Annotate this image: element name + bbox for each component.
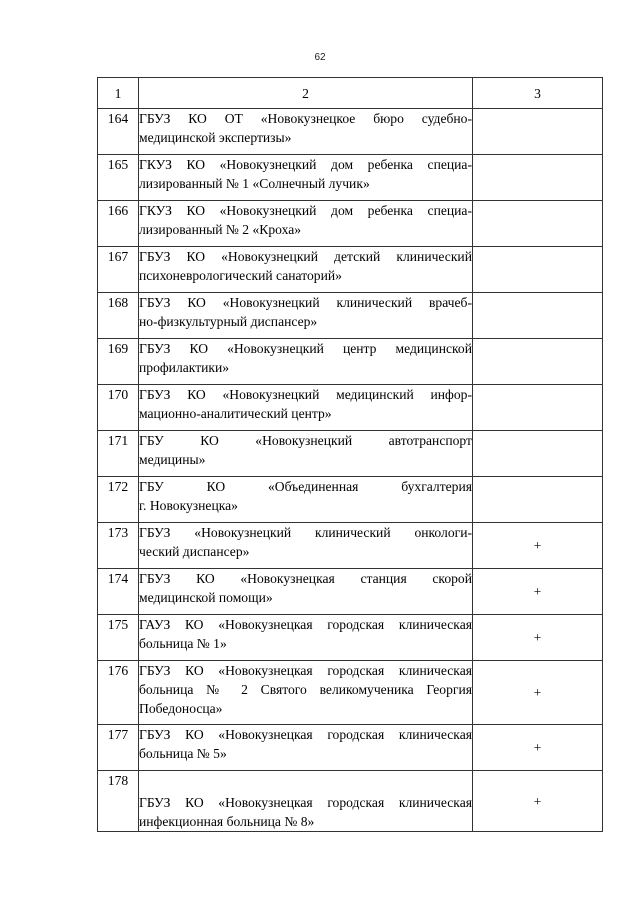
- row-number: 167: [98, 247, 139, 293]
- institution-name: [139, 155, 473, 201]
- institution-name-line: ГБУЗ КО ОТ «Новокузнецкое бюро судебно-: [139, 111, 472, 126]
- row-number: 174: [98, 569, 139, 615]
- institution-name-line: психоневрологический санаторий»: [139, 268, 342, 283]
- row-number: 165: [98, 155, 139, 201]
- page-number: 62: [314, 52, 326, 63]
- row-number: 171: [98, 431, 139, 477]
- institution-name-line: медицины»: [139, 452, 206, 467]
- row-number: 168: [98, 293, 139, 339]
- row-number: 164: [98, 109, 139, 155]
- mark-cell: [473, 385, 603, 431]
- table-row: [98, 661, 603, 725]
- institution-name-line: ГБУЗ КО «Новокузнецкая городская клиническая: [139, 663, 472, 678]
- institution-name-line: ГБУЗ КО «Новокузнецкая городская клиническая: [139, 795, 472, 810]
- institution-name-line: ческий диспансер»: [139, 544, 250, 559]
- institution-name-line: ГБУЗ КО «Новокузнецкий медицинский инфор-: [139, 387, 472, 402]
- column-header-mark: 3: [473, 78, 603, 109]
- table-row: [98, 771, 603, 832]
- institution-name: [139, 247, 473, 293]
- mark-cell: [473, 339, 603, 385]
- institution-name-line: ГКУЗ КО «Новокузнецкий дом ребенка специа-: [139, 157, 472, 172]
- row-number: 172: [98, 477, 139, 523]
- table-row: [98, 247, 603, 293]
- institution-name-line: ГБУЗ «Новокузнецкий клинический онкологи-: [139, 525, 472, 540]
- institution-name: [139, 523, 473, 569]
- mark-cell: [473, 155, 603, 201]
- column-header-name: 2: [139, 78, 473, 109]
- institution-name: [139, 771, 473, 832]
- row-number: 169: [98, 339, 139, 385]
- institutions-table: [97, 77, 603, 832]
- mark-cell: +: [473, 569, 603, 615]
- row-number: 176: [98, 661, 139, 725]
- institution-name-line: ГБУЗ КО «Новокузнецкий центр медицинской: [139, 341, 472, 356]
- row-number: 170: [98, 385, 139, 431]
- mark-cell: [473, 109, 603, 155]
- institution-name-line: профилактики»: [139, 360, 230, 375]
- mark-cell: [473, 201, 603, 247]
- table-row: [98, 201, 603, 247]
- institution-name-line: лизированный № 2 «Кроха»: [139, 222, 302, 237]
- mark-cell: +: [473, 771, 603, 832]
- institution-name-line: медицинской экспертизы»: [139, 130, 292, 145]
- institution-name-line: ГБУ КО «Объединенная бухгалтерия: [139, 479, 472, 494]
- table-row: [98, 339, 603, 385]
- institution-name-line: больница № 1»: [139, 636, 227, 651]
- row-number: 173: [98, 523, 139, 569]
- institution-name-line: больница № 5»: [139, 746, 227, 761]
- column-header-number: 1: [98, 78, 139, 109]
- table-row: [98, 109, 603, 155]
- table-row: [98, 385, 603, 431]
- institution-name-line: г. Новокузнецка»: [139, 498, 238, 513]
- institution-name-line: ГАУЗ КО «Новокузнецкая городская клиническая: [139, 617, 472, 632]
- mark-cell: [473, 477, 603, 523]
- institution-name-line: Победоносца»: [139, 701, 223, 716]
- institution-name-line: инфекционная больница № 8»: [139, 814, 315, 829]
- institution-name: [139, 201, 473, 247]
- institution-name: [139, 109, 473, 155]
- mark-cell: +: [473, 661, 603, 725]
- institution-name-line: мационно-аналитический центр»: [139, 406, 332, 421]
- table-row: [98, 155, 603, 201]
- institution-name-line: но-физкультурный диспансер»: [139, 314, 318, 329]
- institution-name-line: медицинской помощи»: [139, 590, 273, 605]
- institution-name-line: ГБУЗ КО «Новокузнецкий детский клинический: [139, 249, 472, 264]
- institution-name-line: ГКУЗ КО «Новокузнецкий дом ребенка специа-: [139, 203, 472, 218]
- institution-name-line: ГБУЗ КО «Новокузнецкая станция скорой: [139, 571, 472, 586]
- institution-name-line: лизированный № 1 «Солнечный лучик»: [139, 176, 370, 191]
- mark-cell: [473, 293, 603, 339]
- mark-cell: +: [473, 523, 603, 569]
- mark-cell: +: [473, 725, 603, 771]
- mark-cell: +: [473, 615, 603, 661]
- row-number: 175: [98, 615, 139, 661]
- mark-cell: [473, 247, 603, 293]
- row-number: 166: [98, 201, 139, 247]
- row-number: 178: [98, 771, 139, 832]
- institution-name: [139, 725, 473, 771]
- institution-name: [139, 661, 473, 725]
- institution-name-line: ГБУ КО «Новокузнецкий автотранспорт: [139, 433, 472, 448]
- table-row: [98, 725, 603, 771]
- institution-name: [139, 431, 473, 477]
- institution-name-line: ГБУЗ КО «Новокузнецкий клинический врачеб-: [139, 295, 472, 310]
- table-row: [98, 431, 603, 477]
- mark-cell: [473, 431, 603, 477]
- table-row: [98, 293, 603, 339]
- institution-name-line: ГБУЗ КО «Новокузнецкая городская клиническая: [139, 727, 472, 742]
- institution-name: [139, 339, 473, 385]
- table-row: [98, 569, 603, 615]
- institution-name: [139, 569, 473, 615]
- row-number: 177: [98, 725, 139, 771]
- institution-name: [139, 477, 473, 523]
- institution-name: [139, 293, 473, 339]
- table-row: [98, 615, 603, 661]
- institution-name: [139, 385, 473, 431]
- table-body: [98, 109, 603, 832]
- institution-name: [139, 615, 473, 661]
- table-row: [98, 477, 603, 523]
- table-header-row: [98, 78, 603, 109]
- table-row: [98, 523, 603, 569]
- institution-name-line: больница № 2 Святого великомученика Георгия: [139, 682, 472, 697]
